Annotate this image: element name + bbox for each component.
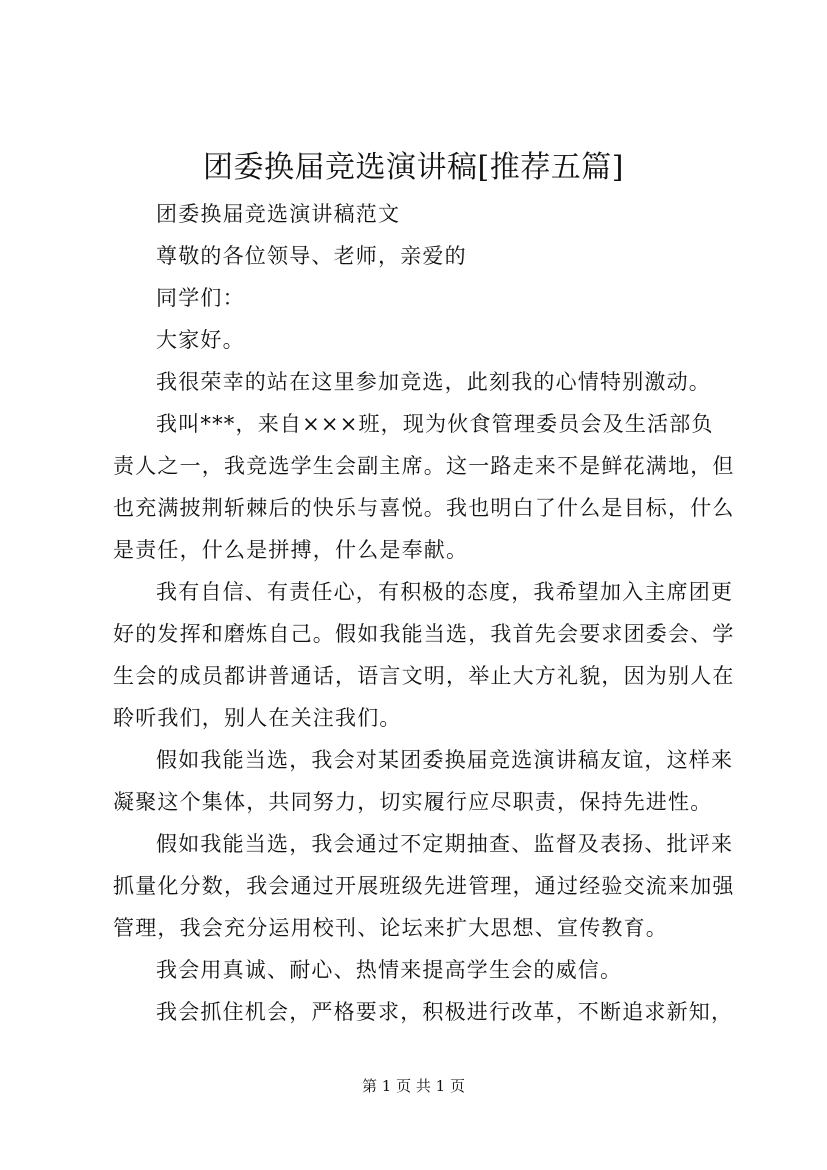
body-line: 团委换届竞选演讲稿范文 <box>156 202 401 226</box>
body-line: 也充满披荆斩棘后的快乐与喜悦。我也明白了什么是目标，什么 <box>113 496 735 520</box>
body-line: 我会抓住机会，严格要求，积极进行改革，不断追求新知， <box>156 1000 734 1024</box>
body-line: 我叫***，来自×××班，现为伙食管理委员会及生活部负 <box>156 412 714 436</box>
body-line: 我会用真诚、耐心、热情来提高学生会的威信。 <box>156 958 623 982</box>
body-line: 责人之一，我竞选学生会副主席。这一路走来不是鲜花满地，但 <box>113 454 735 478</box>
body-line: 抓量化分数，我会通过开展班级先进管理，通过经验交流来加强 <box>113 874 735 898</box>
body-line: 管理，我会充分运用校刊、论坛来扩大思想、宣传教育。 <box>113 916 668 940</box>
body-line: 是责任，什么是拼搏，什么是奉献。 <box>113 538 469 562</box>
document-body <box>113 193 735 1033</box>
body-line: 凝聚这个集体，共同努力，切实履行应尽职责，保持先进性。 <box>113 790 713 814</box>
body-line: 大家好。 <box>156 328 245 352</box>
body-line: 聆听我们，别人在关注我们。 <box>113 706 402 730</box>
body-line: 假如我能当选，我会通过不定期抽查、监督及表扬、批评来 <box>156 832 734 856</box>
body-line: 好的发挥和磨炼自己。假如我能当选，我首先会要求团委会、学 <box>113 622 735 646</box>
body-line: 假如我能当选，我会对某团委换届竞选演讲稿友谊，这样来 <box>156 748 734 772</box>
body-line: 同学们： <box>156 286 245 310</box>
body-line: 尊敬的各位领导、老师，亲爱的 <box>156 244 467 268</box>
body-line: 我很荣幸的站在这里参加竞选，此刻我的心情特别激动。 <box>156 370 711 394</box>
body-line: 生会的成员都讲普通话，语言文明，举止大方礼貌，因为别人在 <box>113 664 735 688</box>
body-line: 我有自信、有责任心，有积极的态度，我希望加入主席团更 <box>156 580 734 604</box>
document-title: 团委换届竞选演讲稿[推荐五篇] <box>203 150 624 185</box>
page-footer: 第 1 页 共 1 页 <box>362 1077 465 1095</box>
